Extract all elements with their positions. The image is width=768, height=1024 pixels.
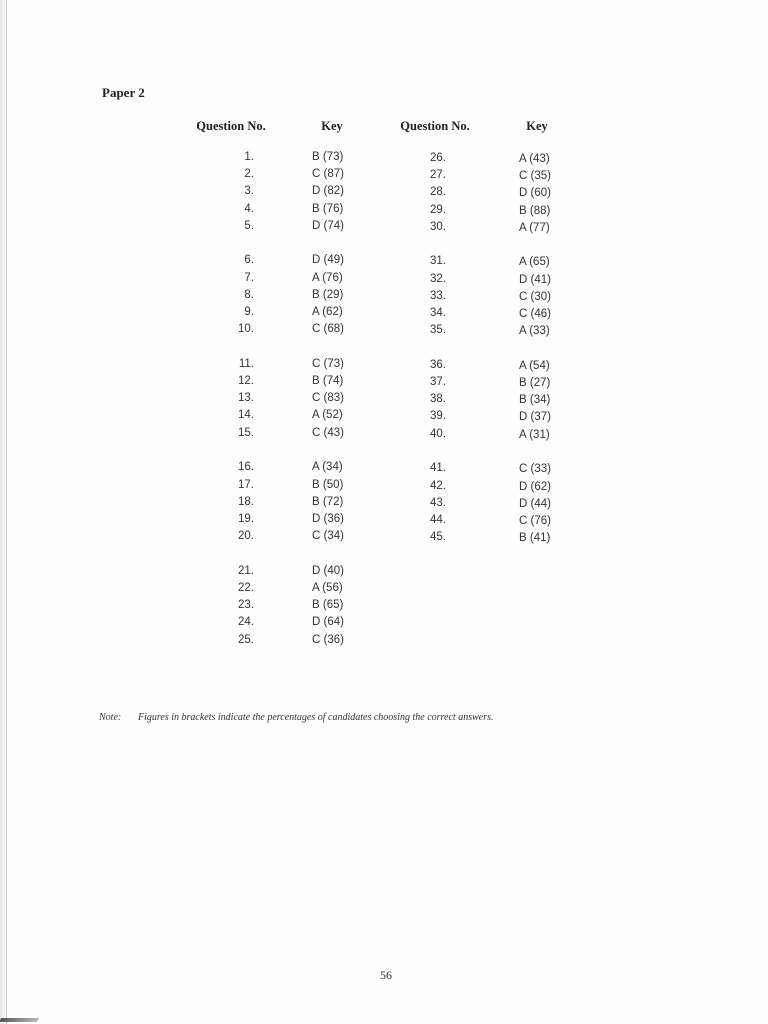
note-text: Figures in brackets indicate the percentages of candidates choosing the correct answers. xyxy=(138,712,494,723)
question-number: 27. xyxy=(430,169,446,182)
answer-key: C (83) xyxy=(312,392,344,405)
question-number: 34. xyxy=(430,307,446,319)
question-number: 24. xyxy=(238,616,254,629)
question-number: 28. xyxy=(430,186,446,199)
answer-key: D (74) xyxy=(312,219,344,232)
answer-key: C (33) xyxy=(519,463,551,476)
answer-key: D (41) xyxy=(519,273,551,286)
question-number: 5. xyxy=(244,219,254,232)
answer-key: D (49) xyxy=(312,254,344,267)
answer-key: B (72) xyxy=(312,495,344,508)
answer-key: B (27) xyxy=(519,377,551,390)
answer-key: A (65) xyxy=(519,256,550,269)
question-number: 14. xyxy=(238,409,254,422)
question-number: 43. xyxy=(430,496,446,509)
answer-key: A (77) xyxy=(519,221,550,234)
answer-group xyxy=(420,150,446,236)
left-key-column xyxy=(312,149,362,666)
answer-group xyxy=(214,459,254,545)
question-number: 17. xyxy=(238,478,254,491)
question-number: 12. xyxy=(238,375,254,388)
scan-corner-mark xyxy=(0,1018,39,1022)
question-number: 7. xyxy=(244,271,254,284)
answer-key: A (56) xyxy=(312,581,343,594)
header-question-no-right: Question No. xyxy=(400,119,470,133)
question-number: 4. xyxy=(244,202,254,215)
answer-group xyxy=(214,149,254,235)
question-number: 21. xyxy=(238,564,254,577)
question-number: 18. xyxy=(238,495,254,508)
answer-group xyxy=(519,151,569,237)
answer-key: B (76) xyxy=(312,202,344,215)
answer-group xyxy=(420,357,446,443)
question-number: 25. xyxy=(238,633,254,646)
question-number: 3. xyxy=(244,185,254,198)
question-number: 37. xyxy=(430,376,446,389)
left-question-column xyxy=(214,149,254,666)
note-label: Note: xyxy=(99,712,122,723)
answer-group xyxy=(312,252,362,338)
answer-key: C (34) xyxy=(312,530,344,543)
section-title: Paper 2 xyxy=(102,85,145,100)
answer-key: D (40) xyxy=(312,564,344,577)
answer-key: C (73) xyxy=(312,357,344,370)
question-number: 42. xyxy=(430,479,446,492)
answer-key: B (88) xyxy=(519,204,551,217)
answer-group xyxy=(519,358,569,444)
answer-key: C (46) xyxy=(519,308,551,320)
question-number: 41. xyxy=(430,462,446,475)
answer-key: B (29) xyxy=(312,288,344,301)
answer-key: A (33) xyxy=(519,325,550,338)
page-number: 56 xyxy=(380,968,392,982)
question-number: 26. xyxy=(430,152,446,164)
question-number: 39. xyxy=(430,410,446,423)
answer-key: A (54) xyxy=(519,359,550,372)
question-number: 6. xyxy=(244,254,254,267)
answer-key: B (73) xyxy=(312,151,344,163)
answer-key: D (64) xyxy=(312,616,344,629)
question-number: 33. xyxy=(430,289,446,302)
answer-key: B (34) xyxy=(519,394,551,407)
answer-group xyxy=(312,149,362,235)
answer-group xyxy=(214,356,254,442)
answer-group xyxy=(420,460,446,546)
question-number: 2. xyxy=(244,168,254,181)
answer-key: B (41) xyxy=(519,532,551,545)
page-left-border xyxy=(6,0,7,1024)
question-number: 30. xyxy=(430,220,446,233)
question-number: 13. xyxy=(238,392,254,405)
question-number: 15. xyxy=(238,426,254,439)
question-number: 1. xyxy=(244,151,254,163)
right-key-column xyxy=(519,151,569,565)
question-number: 29. xyxy=(430,203,446,216)
question-number: 11. xyxy=(238,357,254,370)
answer-group xyxy=(312,563,362,649)
answer-group xyxy=(519,254,569,340)
question-number: 45. xyxy=(430,531,446,544)
header-key-left: Key xyxy=(321,119,343,133)
answer-key: C (76) xyxy=(519,514,551,527)
answer-key: A (52) xyxy=(312,409,343,422)
question-number: 31. xyxy=(430,255,446,268)
answer-key: C (30) xyxy=(519,290,551,303)
answer-key: D (44) xyxy=(519,497,551,510)
answer-key: D (36) xyxy=(312,512,344,525)
answer-key: C (87) xyxy=(312,168,344,181)
answer-key: A (76) xyxy=(312,271,343,284)
question-number: 16. xyxy=(238,461,254,474)
answer-key: C (43) xyxy=(312,426,344,439)
answer-group xyxy=(519,461,569,547)
answer-key: A (62) xyxy=(312,306,343,318)
answer-key: C (68) xyxy=(312,323,344,336)
question-number: 36. xyxy=(430,358,446,371)
answer-group xyxy=(312,459,362,545)
right-question-column xyxy=(420,150,446,564)
answer-key: A (34) xyxy=(312,461,343,474)
question-number: 19. xyxy=(238,512,254,525)
answer-group xyxy=(214,252,254,338)
header-key-right: Key xyxy=(526,119,548,133)
question-number: 32. xyxy=(430,272,446,285)
question-number: 10. xyxy=(238,323,254,336)
question-number: 9. xyxy=(244,306,254,318)
question-number: 35. xyxy=(430,324,446,337)
answer-key: B (74) xyxy=(312,375,344,388)
question-number: 22. xyxy=(238,581,254,594)
header-question-no-left: Question No. xyxy=(196,119,266,133)
answer-group xyxy=(214,563,254,649)
question-number: 8. xyxy=(244,288,254,301)
answer-key: A (43) xyxy=(519,153,550,165)
question-number: 40. xyxy=(430,427,446,440)
question-number: 20. xyxy=(238,530,254,543)
answer-key: B (50) xyxy=(312,478,344,491)
question-number: 44. xyxy=(430,513,446,526)
question-number: 23. xyxy=(238,599,254,612)
answer-key: D (82) xyxy=(312,185,344,198)
answer-key: D (62) xyxy=(519,480,551,493)
answer-key: D (60) xyxy=(519,187,551,200)
answer-group xyxy=(312,356,362,442)
answer-key: A (31) xyxy=(519,428,550,441)
answer-key: D (37) xyxy=(519,411,551,424)
answer-key: B (65) xyxy=(312,599,344,612)
question-number: 38. xyxy=(430,393,446,406)
answer-key: C (36) xyxy=(312,633,344,646)
answer-key: C (35) xyxy=(519,170,551,183)
answer-group xyxy=(420,253,446,339)
